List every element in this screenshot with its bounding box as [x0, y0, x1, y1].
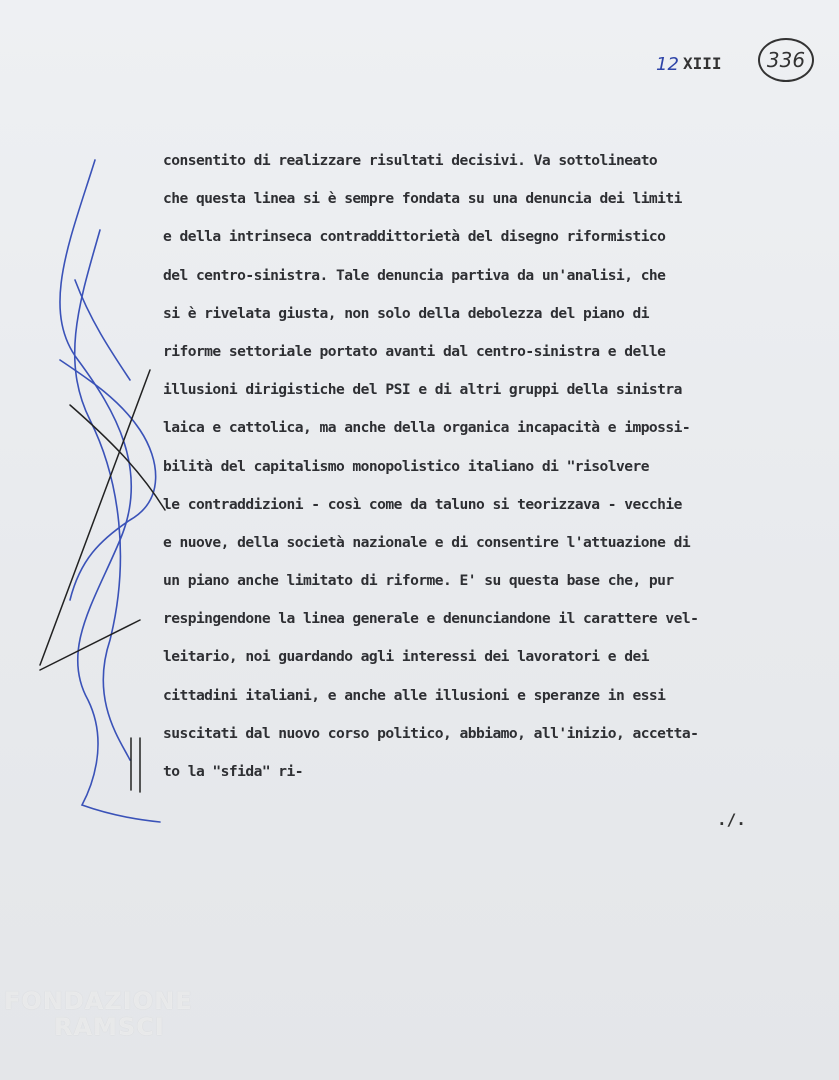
circled-page-number — [758, 38, 814, 82]
text-line: che questa linea si è sempre fondata su una denuncia dei limiti — [163, 190, 682, 208]
text-line: si è rivelata giusta, non solo della debolezza del piano di — [163, 304, 649, 322]
continuation-mark: ./. — [717, 810, 746, 829]
text-line: respingendone la linea generale e denunciandone il carattere vel- — [163, 610, 699, 628]
archive-watermark — [4, 988, 193, 1040]
page-code: XIII — [683, 54, 722, 73]
archive-number: 12 — [656, 54, 679, 75]
text-line: un piano anche limitato di riforme. E' su questa base che, pur — [163, 572, 674, 590]
text-line: riforme settoriale portato avanti dal centro-sinistra e delle — [163, 342, 666, 360]
text-line: del centro-sinistra. Tale denuncia partiva da un'analisi, che — [163, 266, 666, 284]
circled-page-number-text: 336 — [766, 48, 806, 72]
text-line: to la "sfida" ri- — [163, 763, 304, 780]
text-line: consentito di realizzare risultati decisivi. Va sottolineato — [163, 152, 658, 169]
text-line: suscitati dal nuovo corso politico, abbiamo, all'inizio, accetta- — [163, 724, 699, 742]
text-line: laica e cattolica, ma anche della organica incapacità e impossi- — [163, 419, 691, 437]
watermark-line-2: RAMSCI — [54, 1013, 165, 1041]
text-line: e della intrinseca contraddittorietà del disegno riformistico — [163, 228, 666, 246]
text-line: leitario, noi guardando agli interessi dei lavoratori e dei — [163, 648, 649, 666]
deletion-cross-marks-icon — [60, 160, 160, 822]
text-line: e nuove, della società nazionale e di consentire l'attuazione di — [163, 533, 691, 551]
text-line: illusioni dirigistiche del PSI e di altri gruppi della sinistra — [163, 381, 682, 399]
watermark-line-1: FONDAZIONE — [4, 987, 193, 1015]
typed-text-block — [163, 142, 803, 791]
text-line: le contraddizioni - così come da taluno si teorizzava - vecchie — [163, 495, 682, 513]
text-line: cittadini italiani, e anche alle illusioni e speranze in essi — [163, 686, 666, 704]
text-line: bilità del capitalismo monopolistico italiano di "risolvere — [163, 457, 649, 475]
margin-bracket-mark-icon — [40, 370, 165, 792]
